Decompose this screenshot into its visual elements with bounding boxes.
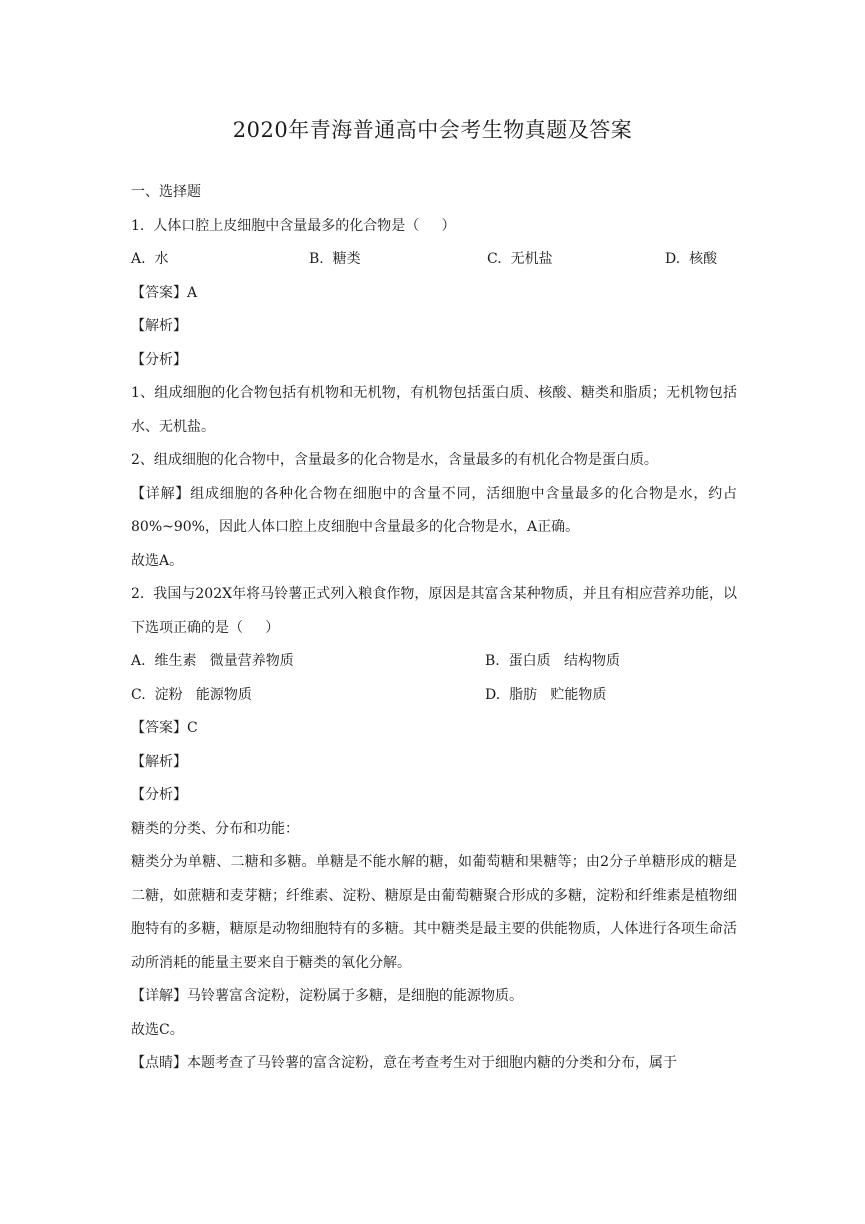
q2-analysis-2: 糖类分为单糖、二糖和多糖。单糖是不能水解的糖，如葡萄糖和果糖等；由2分子单糖形成的糖是二糖，如蔗糖和麦芽糖；纤维素、淀粉、糖原是由葡萄糖聚合形成的多糖，淀粉和纤维素是植物细胞特有的多糖，糖原是动物细胞特有的多糖。其中糖类是最主要的供能物质，人体进行各项生命活动所消耗的能量主要来自于糖类的氧化分解。 xyxy=(131,854,737,971)
q2-conclusion: 故选C。 xyxy=(131,1021,184,1038)
q1-option-c: C. 无机盐 xyxy=(487,251,553,267)
document-body xyxy=(131,176,737,1081)
q1-analysis-2: 2、组成细胞的化合物中，含量最多的化合物是水，含量最多的有机化合物是蛋白质。 xyxy=(131,452,658,468)
q1-jiexi-heading: 【解析】 xyxy=(131,318,187,334)
question-1-options xyxy=(131,243,737,277)
q2-option-d: D. 脂肪 贮能物质 xyxy=(485,686,607,703)
q2-answer: 【答案】C xyxy=(131,720,198,736)
q2-option-b: B. 蛋白质 结构物质 xyxy=(485,653,620,669)
q1-answer: 【答案】A xyxy=(131,284,198,301)
section-heading: 一、选择题 xyxy=(131,184,201,200)
q2-fenxi-heading: 【分析】 xyxy=(131,787,187,803)
q2-option-c: C. 淀粉 能源物质 xyxy=(131,686,252,703)
q1-conclusion: 故选A。 xyxy=(131,552,184,569)
q2-comment: 【点睛】本题考查了马铃薯的富含淀粉，意在考查考生对于细胞内糖的分类和分布，属于 xyxy=(131,1055,677,1071)
question-2-stem: 2. 我国与202X年将马铃薯正式列入粮食作物，原因是其富含某种物质，并且有相应营养功能，以下选项正确的是（ ） xyxy=(131,586,737,636)
q2-analysis-1: 糖类的分类、分布和功能： xyxy=(131,820,299,837)
q1-option-b: B. 糖类 xyxy=(309,251,361,267)
question-2-options-row2 xyxy=(131,679,737,713)
q2-detail: 【详解】马铃薯富含淀粉，淀粉属于多糖，是细胞的能源物质。 xyxy=(131,988,523,1004)
q2-option-a: A. 维生素 微量营养物质 xyxy=(131,653,294,669)
page-title: 2020年青海普通高中会考生物真题及答案 xyxy=(232,118,633,142)
q1-option-d: D. 核酸 xyxy=(665,251,718,267)
question-1-stem: 1. 人体口腔上皮细胞中含量最多的化合物是（ ） xyxy=(131,217,456,234)
q1-fenxi-heading: 【分析】 xyxy=(131,351,187,368)
q1-analysis-1: 1、组成细胞的化合物包括有机物和无机物，有机物包括蛋白质、核酸、糖类和脂质；无机物包括水、无机盐。 xyxy=(131,385,737,435)
question-2-options-row1 xyxy=(131,645,737,679)
q2-jiexi-heading: 【解析】 xyxy=(131,753,187,770)
q1-option-a: A. 水 xyxy=(131,251,169,267)
q1-detail: 【详解】组成细胞的各种化合物在细胞中的含量不同，活细胞中含量最多的化合物是水，约占80%~90%，因此人体口腔上皮细胞中含量最多的化合物是水，A正确。 xyxy=(131,485,737,535)
